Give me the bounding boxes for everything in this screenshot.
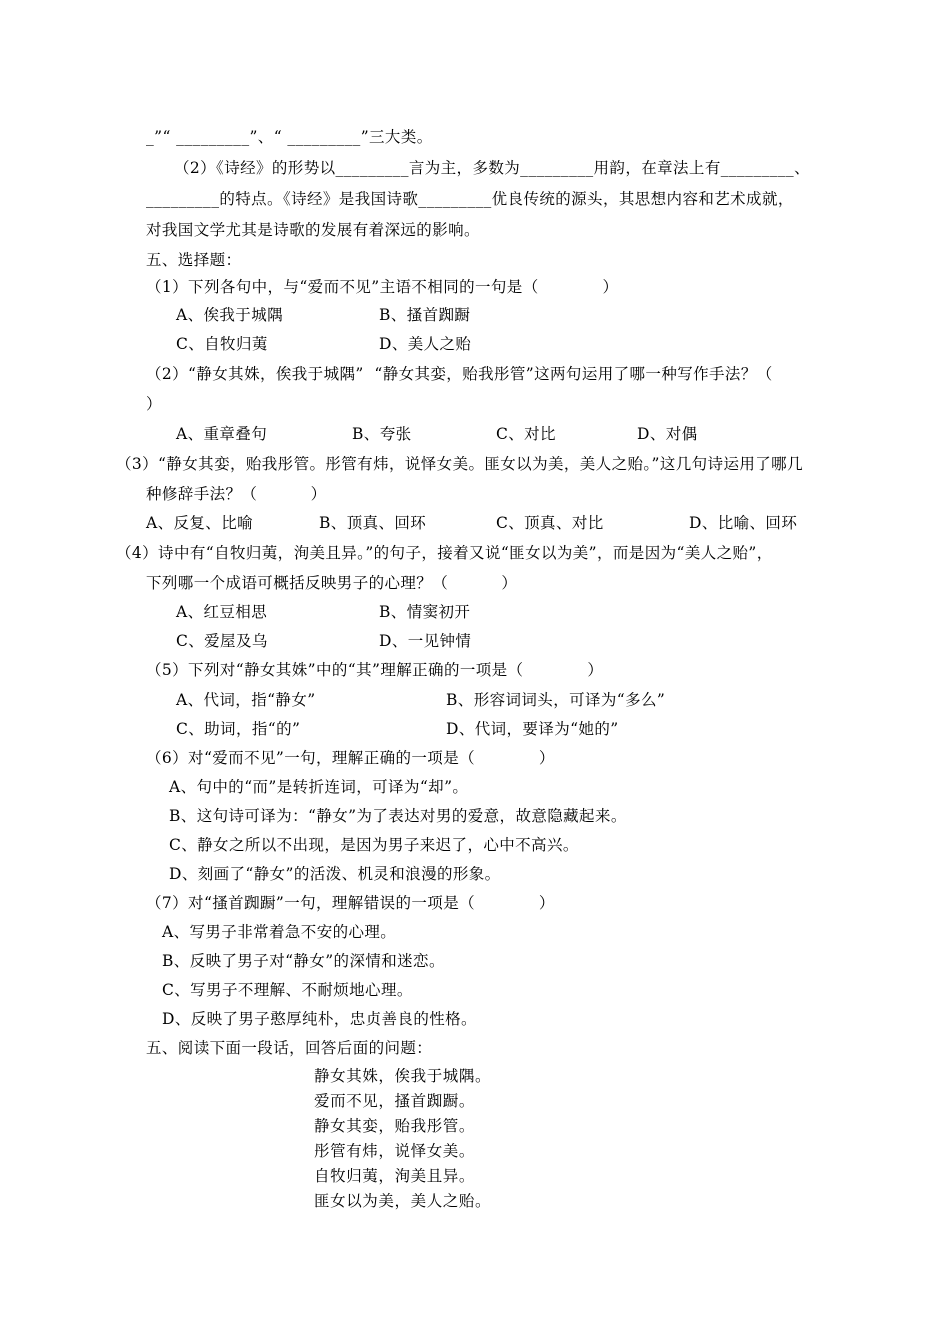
section-title-reading: 五、阅读下面一段话，回答后面的问题： (146, 1039, 433, 1057)
option-d: D、刻画了“静女”的活泼、机灵和浪漫的形象。 (169, 865, 501, 883)
option-a: A、句中的“而”是转折连词，可译为“却”。 (169, 778, 469, 796)
fill-in-line-1: _”“ _________”、“ _________”三大类。 (146, 128, 433, 146)
fill-in-question-2-line-3: 对我国文学尤其是诗歌的发展有着深远的影响。 (146, 221, 480, 239)
option-d: D、一见钟情 (379, 632, 472, 650)
question-stem: （1）下列各句中，与“爱而不见”主语不相同的一句是（ ） (146, 278, 619, 296)
option-b: B、夸张 (352, 425, 412, 443)
option-b: B、这句诗可译为：“静女”为了表达对男的爱意，故意隐藏起来。 (169, 807, 627, 825)
question-stem: （5）下列对“静女其姝”中的“其”理解正确的一项是（ ） (146, 661, 604, 679)
question-stem-continued: 种修辞手法？（ ） (146, 485, 327, 503)
question-stem-continued: ） (146, 395, 162, 413)
option-a: A、俟我于城隅 (176, 306, 283, 324)
poem-line: 静女其娈，贻我彤管。 (314, 1117, 476, 1135)
option-d: D、代词，要译为“她的” (446, 720, 619, 738)
question-stem: （6）对“爱而不见”一句，理解正确的一项是（ ） (146, 749, 555, 767)
option-a: A、代词，指“静女” (176, 691, 316, 709)
fill-in-question-2-line-1: （2）《诗经》的形势以_________言为主，多数为_________用韵，在章法上有_________、 (174, 159, 810, 177)
option-c: C、自牧归荑 (176, 335, 268, 353)
option-d: D、比喻、回环 (689, 514, 798, 532)
option-b: B、搔首踟蹰 (379, 306, 471, 324)
option-a: A、红豆相思 (176, 603, 268, 621)
question-stem: （7）对“搔首踟蹰”一句，理解错误的一项是（ ） (146, 894, 555, 912)
option-a: A、反复、比喻 (146, 514, 253, 532)
option-b: B、顶真、回环 (319, 514, 427, 532)
option-b: B、情窦初开 (379, 603, 471, 621)
question-stem: （3）“静女其娈，贻我彤管。彤管有炜，说怿女美。匪女以为美，美人之贻。”这几句诗运用了哪几 (116, 455, 803, 473)
option-c: C、顶真、对比 (496, 514, 604, 532)
fill-in-question-2-line-2: _________的特点。《诗经》是我国诗歌_________优良传统的源头，其思想内容和艺术成就， (146, 190, 794, 208)
section-title-choice: 五、选择题： (146, 251, 242, 269)
option-c: C、写男子不理解、不耐烦地心理。 (162, 981, 413, 999)
poem-line: 静女其姝，俟我于城隅。 (314, 1067, 492, 1085)
option-d: D、反映了男子憨厚纯朴，忠贞善良的性格。 (162, 1010, 477, 1028)
option-c: C、静女之所以不出现，是因为男子来迟了，心中不高兴。 (169, 836, 579, 854)
option-c: C、爱屋及乌 (176, 632, 268, 650)
option-c: C、对比 (496, 425, 556, 443)
question-stem: （4）诗中有“自牧归荑，洵美且异。”的句子，接着又说“匪女以为美”，而是因为“美人之贻”， (116, 544, 773, 562)
option-a: A、写男子非常着急不安的心理。 (162, 923, 397, 941)
poem-line: 匪女以为美，美人之贻。 (314, 1192, 492, 1210)
poem-line: 彤管有炜，说怿女美。 (314, 1142, 476, 1160)
question-stem: （2）“静女其姝，俟我于城隅” “静女其娈，贻我彤管”这两句运用了哪一种写作手法？（ (146, 365, 773, 383)
option-b: B、形容词词头，可译为“多么” (446, 691, 666, 709)
option-d: D、对偶 (637, 425, 698, 443)
poem-line: 爱而不见，搔首踟蹰。 (314, 1092, 476, 1110)
question-stem-continued: 下列哪一个成语可概括反映男子的心理？（ ） (146, 574, 518, 592)
option-d: D、美人之贻 (379, 335, 472, 353)
option-a: A、重章叠句 (176, 425, 268, 443)
option-c: C、助词，指“的” (176, 720, 301, 738)
option-b: B、反映了男子对“静女”的深情和迷恋。 (162, 952, 445, 970)
poem-line: 自牧归荑，洵美且异。 (314, 1167, 476, 1185)
